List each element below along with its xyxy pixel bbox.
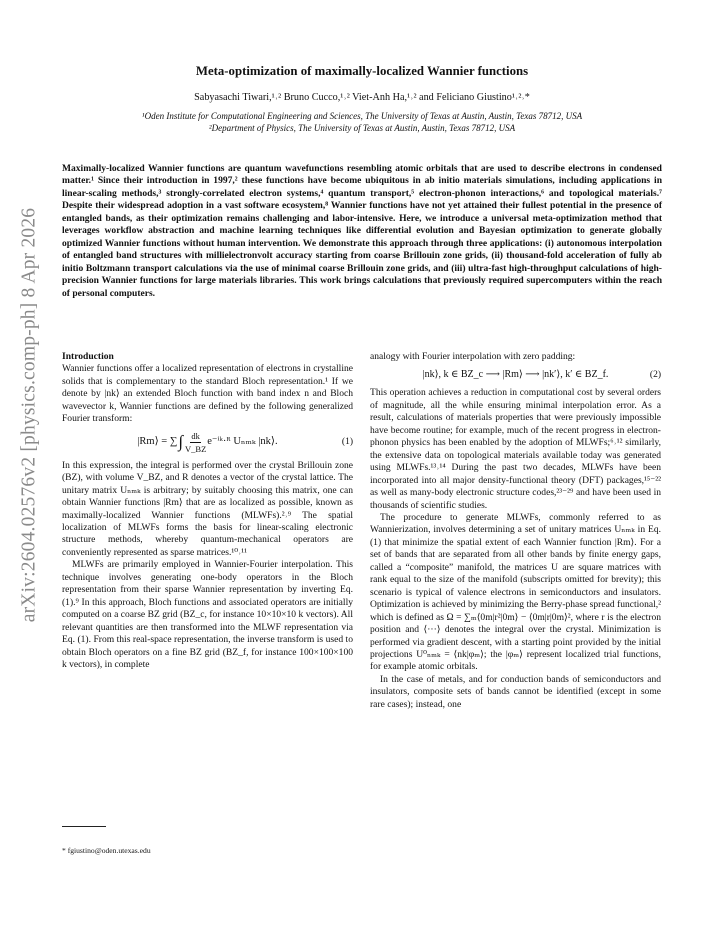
affiliation-2: ²Department of Physics, The University of Texas at Austin, Austin, Texas 78712, USA bbox=[208, 123, 516, 133]
equation-1 bbox=[62, 426, 353, 460]
left-column bbox=[62, 351, 353, 671]
eq1-rhs: e⁻ⁱᵏ·ᴿ Uₙₘₖ |nk⟩. bbox=[207, 436, 278, 448]
right-paragraph-1: analogy with Fourier interpolation with zero padding: bbox=[370, 351, 576, 362]
intro-paragraph-2: In this expression, the integral is performed over the crystal Brillouin zone (BZ), with volume V_BZ, and R denotes a vector of the crystal lattice. The unitary matrix Uₙₘₖ is arbitrary; by suitably choosing this matrix, one can obtain Wannier functions |Rm⟩ that are as localized as possible, known as maximally-localized Wannier functions (MLWFs).²˒⁹ The spatial localization of MLWFs forms the basis for linear-scaling electronic structure methods, whereby quantum-mechanical operators are conveniently represented as sparse matrices.¹⁰˒¹¹ bbox=[62, 459, 353, 558]
author-list: Sabyasachi Tiwari,¹˒² Bruno Cucco,¹˒² Viet-Anh Ha,¹˒² and Feliciano Giustino¹˒²˒* bbox=[194, 92, 530, 103]
arxiv-watermark bbox=[14, 155, 44, 675]
eq2-number: (2) bbox=[649, 370, 661, 381]
footnote-rule bbox=[62, 826, 106, 827]
integral-sign: ∫ bbox=[178, 432, 184, 452]
intro-paragraph-3: MLWFs are primarily employed in Wannier-Fourier interpolation. This technique involves generating one-body operators in the Bloch representation from their sparse Wannier representation by inverting Eq. (1).⁹ In this approach, Bloch functions and associated operators are initially computed on a coarse BZ grid (BZ_c, for instance 10×10×10 k vectors). All relevant quantities are then transformed into the MLWF representation via Eq. (1). From this real-space representation, the inverse transform is used to obtain Bloch operators on a fine BZ grid (BZ_f, for instance 100×100×100 k vectors), in complete bbox=[62, 559, 353, 670]
right-paragraph-2: This operation achieves a reduction in computational cost by several orders of magnitude, all the while ensuring minimal interpolation error. As a result, calculations of materials properties that were previously impossible have become routine; for example, much of the recent progress in electron-phonon physics has been enabled by the adoption of MLWFs;⁶˒¹² similarly, the extensive data on topological materials available today was generated using MLWFs.¹³˒¹⁴ During the past two decades, MLWFs have been incorporated into all major density-functional theory (DFT) packages,¹⁵⁻²² as well as many-body electronic structure codes,²³⁻²⁹ and have been used in thousands of scientific studies. bbox=[370, 387, 661, 511]
eq1-number: (1) bbox=[341, 437, 353, 448]
right-column bbox=[370, 351, 661, 711]
right-paragraph-3: The procedure to generate MLWFs, commonly referred to as Wannierization, involves determining a set of unitary matrices Uₙₘₖ in Eq. (1) that minimize the spatial extent of each Wannier function |Rm⟩. For a set of bands that are separated from all other bands by finite energy gaps, called a “composite” manifold, the matrices U are square matrices with rank equal to the size of the manifold (subscripts omitted for brevity); this scenario is typical of valence electrons in semiconductors and insulators. Optimization is achieved by minimizing the Berry-phase spread functional,² which is defined as Ω = ∑ₘ⟨0m|r²|0m⟩ − ⟨0m|r|0m⟩², where r is the electron position and ⟨···⟩ denotes the integral over the crystal. Minimization is performed via gradient descent, with a starting point provided by the initial projections U⁰ₙₘₖ = ⟨nk|φₘ⟩; the |φₘ⟩ represent localized trial functions, for example atomic orbitals. bbox=[370, 511, 661, 673]
section-heading: Introduction bbox=[62, 351, 114, 362]
arxiv-identifier: arXiv:2604.02576v2 [physics.comp-ph] 8 Apr 2026 bbox=[18, 207, 39, 623]
eq1-fraction bbox=[185, 430, 206, 456]
eq2-body: |nk⟩, k ∈ BZ_c ⟶ |Rm⟩ ⟶ |nk′⟩, k′ ∈ BZ_f. bbox=[422, 369, 609, 381]
equation-2 bbox=[370, 363, 661, 387]
intro-paragraph-1: Wannier functions offer a localized representation of electrons in crystalline solids that is complementary to the standard Bloch representation.¹ If we denote by |nk⟩ an extended Bloch function with band index n and Bloch wavevector k, Wannier functions are defined by the following generalized Fourier transform: bbox=[62, 363, 353, 425]
footnote-email: * fgiustino@oden.utexas.edu bbox=[62, 846, 151, 855]
eq1-lhs: |Rm⟩ = ∑ bbox=[137, 436, 178, 448]
eq1-fraction-denominator: V_BZ bbox=[185, 444, 207, 455]
eq1-fraction-numerator: dk bbox=[190, 430, 201, 443]
paper-title: Meta-optimization of maximally-localized Wannier functions bbox=[195, 64, 529, 78]
right-paragraph-4: In the case of metals, and for conduction bands of semiconductors and insulators, composite sets of bands cannot be identified (except in some rare cases); instead, one bbox=[370, 673, 661, 710]
abstract: Maximally-localized Wannier functions are quantum wavefunctions resembling atomic orbitals that are used to describe electrons in condensed matter.¹ Since their introduction in 1997,² these functions have become ubiquitous in ab initio materials simulations, including applications in linear-scaling methods,³ strongly-correlated electron systems,⁴ quantum transport,⁵ electron-phonon interactions,⁶ and topological materials.⁷ Despite their widespread adoption in a vast software ecosystem,⁸ Wannier functions have not yet attained their fullest potential in the presence of entangled bands, as their optimization remains challenging and labor-intensive. Here, we introduce a universal meta-optimization method that leverages workflow abstraction and machine learning techniques like differential evolution and Bayesian optimization to generate globally optimized Wannier functions without human intervention. We demonstrate this approach through three applications: (i) autonomous interpolation of entangled band structures with millielectronvolt accuracy starting from coarse Brillouin zone grids, (ii) thousand-fold acceleration of fully ab initio Boltzmann transport calculations via the use of minimal coarse Brillouin zone grids, and (iii) ultra-fast high-throughput calculations of high-precision Wannier functions for large materials libraries. This work brings calculations that previously required supercomputers within the reach of personal computers. bbox=[62, 163, 662, 299]
affiliation-1: ¹Oden Institute for Computational Engineering and Sciences, The University of Texas at Austin, Austin, Texas 78712, USA bbox=[141, 111, 583, 121]
